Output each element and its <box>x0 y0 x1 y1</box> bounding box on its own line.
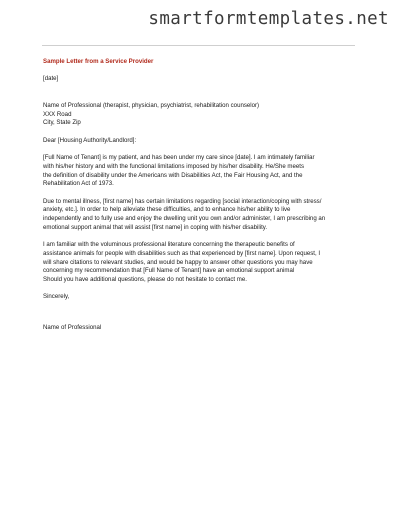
paragraph-line: independently and to fully use and enjoy the dwelling unit you own and/or administer, I am prescribing an <box>43 215 326 222</box>
address-line: City, State Zip <box>43 119 81 127</box>
closing: Sincerely, <box>43 293 70 301</box>
salutation: Dear [Housing Authority/Landlord]: <box>43 136 137 144</box>
paragraph-line: I am familiar with the voluminous professional literature concerning the therapeutic benefits of <box>43 241 295 249</box>
paragraph-line: [Full Name of Tenant] is my patient, and has been under my care since [date]. I am intimately familiar <box>43 154 315 162</box>
letter-date: [date] <box>43 75 59 83</box>
paragraph-line: concerning my recommendation that [Full Name of Tenant] have an emotional support animal <box>43 267 295 275</box>
paragraph-line: emotional support animal that will assist [first name] in coping with his/her disability. <box>43 223 268 231</box>
signature-name: Name of Professional <box>43 324 102 331</box>
paragraph-line: assistance animals for people with disabilities such as that experienced by [first name]. Upon request, I <box>43 249 321 257</box>
paragraph-2 <box>43 198 368 233</box>
paragraph-line: anxiety, etc.]. In order to help alleviate these difficulties, and to enhance his/her ability to live <box>43 206 291 214</box>
paragraph-line: the definition of disability under the Americans with Disabilities Act, the Fair Housing Act, and the <box>43 171 303 179</box>
sender-address <box>43 102 368 128</box>
paragraph-line: Due to mental illness, [first name] has certain limitations regarding [social interaction/coping with stress/ <box>43 197 322 205</box>
paragraph-line: Rehabilitation Act of 1973. <box>43 180 114 188</box>
address-line: Name of Professional (therapist, physician, psychiatrist, rehabilitation counselor) <box>43 101 260 109</box>
letter-title: Sample Letter from a Service Provider <box>43 58 154 65</box>
letter-body <box>43 58 368 333</box>
paragraph-1 <box>43 154 368 189</box>
watermark: smartformtemplates.net <box>148 9 389 29</box>
paragraph-line: Should you have additional questions, please do not hesitate to contact me. <box>43 275 247 283</box>
header-divider <box>42 45 355 46</box>
paragraph-3 <box>43 241 368 285</box>
address-line: XXX Road <box>43 110 72 118</box>
paragraph-line: with his/her history and with the functional limitations imposed by his/her disability. He/She meets <box>43 162 305 170</box>
paragraph-line: will share citations to relevant studies, and would be happy to answer other questions you may have <box>43 258 313 266</box>
